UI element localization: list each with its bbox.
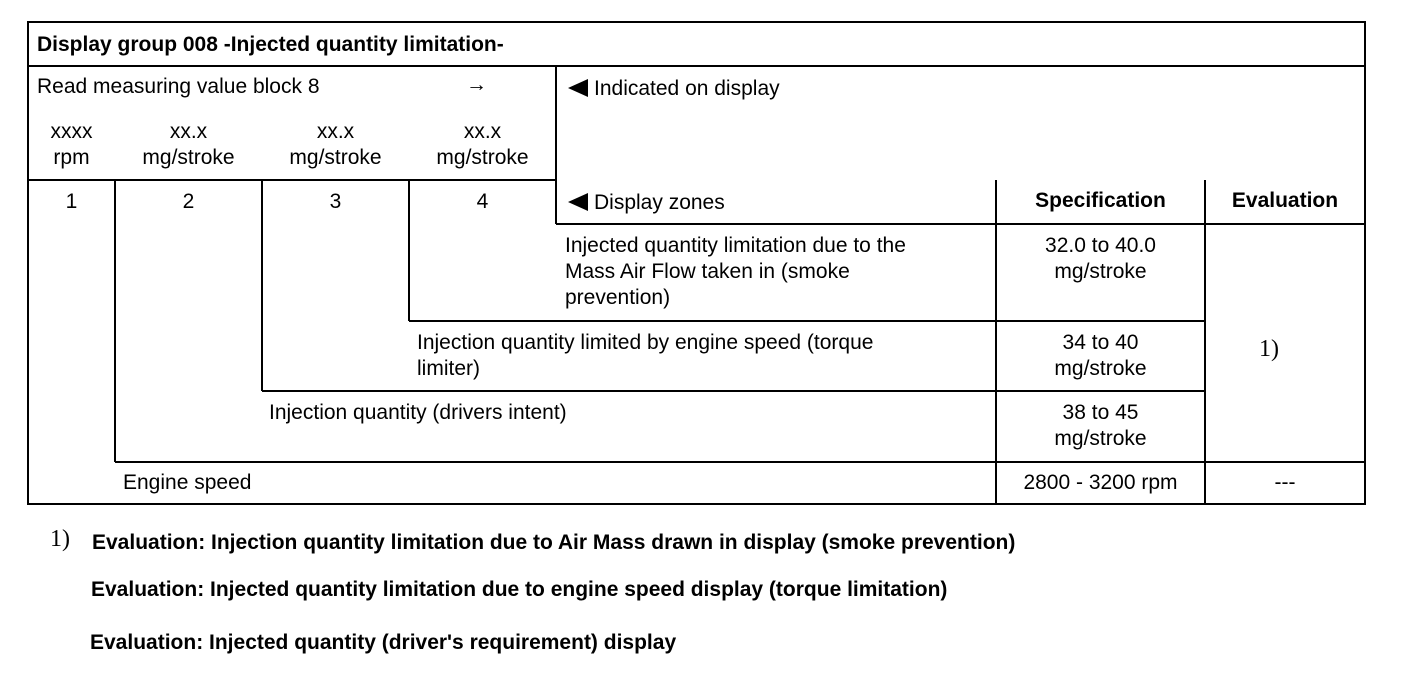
arrow-right-icon: → [466,73,487,96]
field-number-4: 4 [476,190,489,213]
footnote-line-1: Evaluation: Injection quantity limitation due to Air Mass drawn in display (smoke prevention) [92,531,1016,554]
row-4-spec-line-2: mg/stroke [1054,260,1147,283]
field-2-unit: mg/stroke [142,146,235,169]
evaluation-footnote-ref: 1) [1259,336,1279,362]
row-2-description-line-1: Injection quantity (drivers intent) [269,401,567,424]
row-3-spec-line-1: 34 to 40 [1062,331,1139,354]
read-block-label: Read measuring value block 8 [37,75,320,98]
field-4-unit: mg/stroke [436,146,529,169]
row-4-spec-line-1: 32.0 to 40.0 [1045,234,1156,257]
field-number-2: 2 [182,190,195,213]
left-triangle-pointer-icon [568,193,588,211]
row-4-description-line-3: prevention) [565,286,671,309]
row-2-spec-line-2: mg/stroke [1054,427,1147,450]
field-2-value: xx.x [169,120,208,143]
display-zones-header [568,190,725,216]
field-3-value: xx.x [316,120,355,143]
field-1-unit: rpm [53,146,90,169]
row-1-evaluation: --- [1274,471,1296,494]
display-zones-label: Display zones [594,191,725,214]
row-1-spec-line-1: 2800 - 3200 rpm [1023,471,1178,494]
left-triangle-pointer-icon [568,79,588,97]
specification-header: Specification [1035,189,1166,212]
field-1-value: xxxx [50,120,93,143]
field-3-unit: mg/stroke [289,146,382,169]
row-3-spec-line-2: mg/stroke [1054,357,1147,380]
row-3-description-line-2: limiter) [417,357,480,380]
evaluation-header: Evaluation [1231,189,1339,212]
row-2-spec-line-1: 38 to 45 [1062,401,1139,424]
row-4-description-line-1: Injected quantity limitation due to the [565,234,906,257]
field-4-value: xx.x [463,120,502,143]
footnote-marker: 1) [50,526,70,552]
footnote-line-2: Evaluation: Injected quantity limitation due to engine speed display (torque limitation) [91,578,948,601]
indicated-on-display [568,76,780,102]
table-title: Display group 008 -Injected quantity limitation- [37,33,504,56]
indicated-label: Indicated on display [594,77,780,100]
row-1-description-line-1: Engine speed [123,471,252,494]
row-3-description-line-1: Injection quantity limited by engine speed (torque [417,331,874,354]
field-number-3: 3 [329,190,342,213]
row-4-description-line-2: Mass Air Flow taken in (smoke [565,260,850,283]
field-number-1: 1 [65,190,78,213]
footnote-line-3: Evaluation: Injected quantity (driver's requirement) display [90,631,677,654]
